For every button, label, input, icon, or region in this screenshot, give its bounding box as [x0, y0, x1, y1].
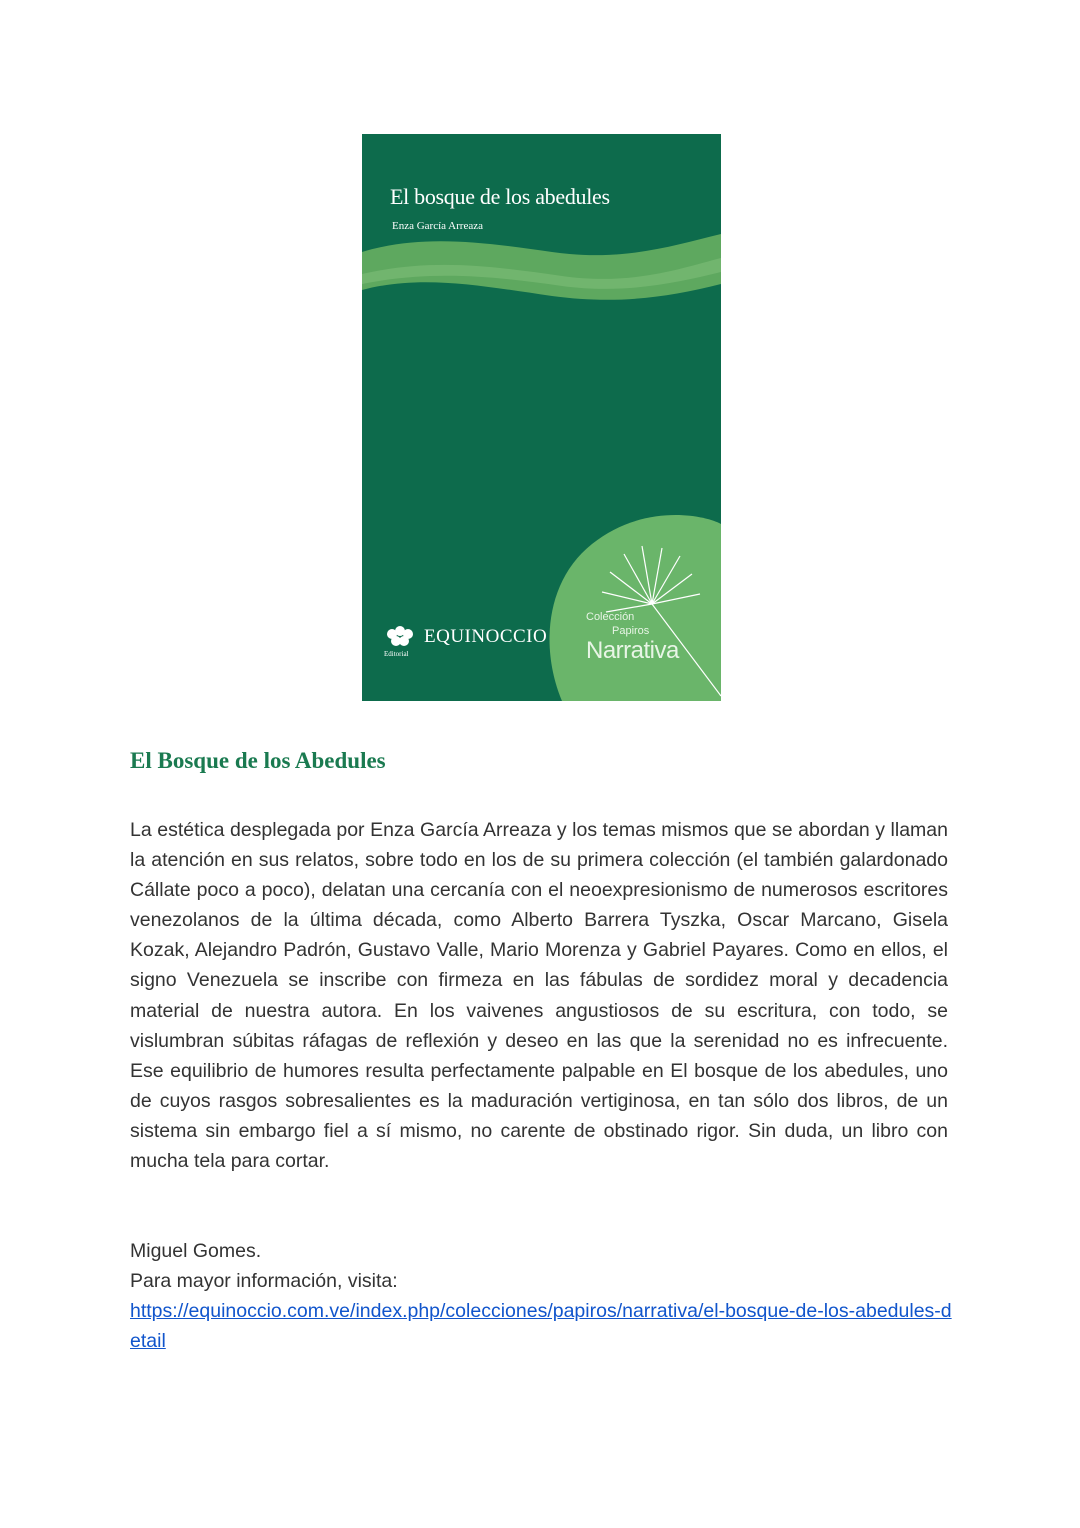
publisher-prefix: Editorial [384, 650, 409, 658]
more-info-text: Para mayor información, visita: [130, 1270, 398, 1292]
collection-label: Colección [586, 611, 635, 623]
detail-link[interactable]: https://equinoccio.com.ve/index.php/colecciones/papiros/narrativa/el-bosque-de-los-abedules-detail [130, 1300, 952, 1352]
publisher-name: EQUINOCCIO [424, 626, 548, 647]
cover-leaf [550, 515, 721, 701]
publisher-logo-icon [387, 626, 413, 646]
article-signature: Miguel Gomes. [130, 1240, 262, 1262]
collection-series: Papiros [612, 625, 650, 637]
cover-title: El bosque de los abedules [390, 184, 610, 209]
book-cover-image [362, 134, 721, 701]
article-heading: El Bosque de los Abedules [130, 748, 386, 773]
collection-name: Narrativa [586, 637, 679, 664]
article-body: La estética desplegada por Enza García Arreaza y los temas mismos que se abordan y llaman la atención en sus relatos, sobre todo en los de su primera colección (el también galardonado Cállate poco a poco), delatan una cercanía con el neoexpresionismo de numerosos escritores venezolanos de la última década, como Alberto Barrera Tyszka, Oscar Marcano, Gisela Kozak, Alejandro Padrón, Gustavo Valle, Mario Morenza y Gabriel Payares. Como en ellos, el signo Venezuela se inscribe con firmeza en las fábulas de sordidez moral y decadencia material de nuestra autora. En los vaivenes angustiosos de su escritura, con todo, se vislumbran súbitas ráfagas de reflexión y deseo en las que la serenidad no es infrecuente. Ese equilibrio de humores resulta perfectamente palpable en El bosque de los abedules, uno de cuyos rasgos sobresalientes es la maduración vertiginosa, en tan sólo dos libros, de un sistema sin embargo fiel a sí mismo, no carente de obstinado rigor. Sin duda, un libro con mucha tela para cortar. [130, 819, 948, 1173]
cover-author: Enza García Arreaza [392, 220, 483, 232]
